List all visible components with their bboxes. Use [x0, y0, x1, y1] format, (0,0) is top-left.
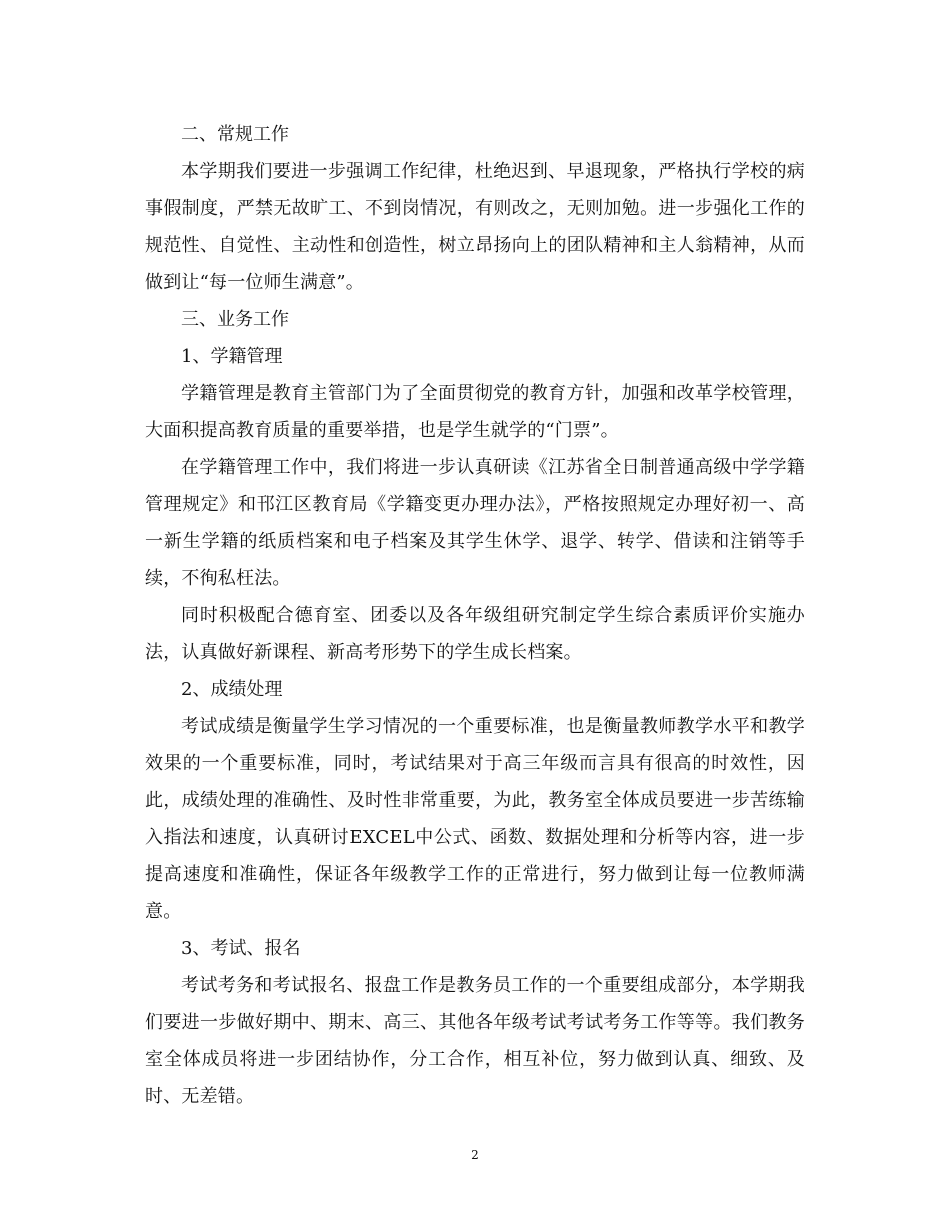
para-exam-registration: 考试考务和考试报名、报盘工作是教务员工作的一个重要组成部分，本学期我们要进一步做好期中、期末、高三、其他各年级考试考试考务工作等等。我们教务室全体成员将进一步团结协作，分工合作，相互补位，努力做到认真、细致、及时、无差错。 — [145, 975, 805, 1107]
para-status-evaluation: 同时积极配合德育室、团委以及各年级组研究制定学生综合素质评价实施办法，认真做好新课程、新高考形势下的学生成长档案。 — [145, 605, 805, 663]
page-number: 2 — [471, 1148, 479, 1162]
heading-business-work: 三、业务工作 — [181, 309, 289, 330]
para-grade-processing: 考试成绩是衡量学生学习情况的一个重要标准，也是衡量教师教学水平和教学效果的一个重要标准，同时，考试结果对于高三年级而言具有很高的时效性，因此，成绩处理的准确性、及时性非常重要，为此，教务室全体成员要进一步苦练输入指法和速度，认真研讨EXCEL中公式、函数、数据处理和分析等内容，进一步提高速度和准确性，保证各年级教学工作的正常进行，努力做到让每一位教师满意。 — [145, 716, 805, 922]
heading-routine-work: 二、常规工作 — [181, 124, 289, 145]
para-status-importance: 学籍管理是教育主管部门为了全面贯彻党的教育方针，加强和改革学校管理，大面积提高教育质量的重要举措，也是学生就学的“门票”。 — [145, 383, 805, 441]
para-discipline: 本学期我们要进一步强调工作纪律，杜绝迟到、早退现象，严格执行学校的病事假制度，严禁无故旷工、不到岗情况，有则改之，无则加勉。进一步强化工作的规范性、自觉性、主动性和创造性，树立昂扬向上的团队精神和主人翁精神，从而做到让“每一位师生满意”。 — [145, 161, 805, 293]
document-body — [145, 116, 805, 1115]
heading-exam-registration: 3、考试、报名 — [181, 938, 301, 959]
heading-grade-processing: 2、成绩处理 — [181, 679, 283, 700]
heading-student-status: 1、学籍管理 — [181, 346, 283, 367]
para-status-procedures: 在学籍管理工作中，我们将进一步认真研读《江苏省全日制普通高级中学学籍管理规定》和邗江区教育局《学籍变更办理办法》，严格按照规定办理好初一、高一新生学籍的纸质档案和电子档案及其学生休学、退学、转学、借读和注销等手续，不徇私枉法。 — [145, 457, 805, 589]
